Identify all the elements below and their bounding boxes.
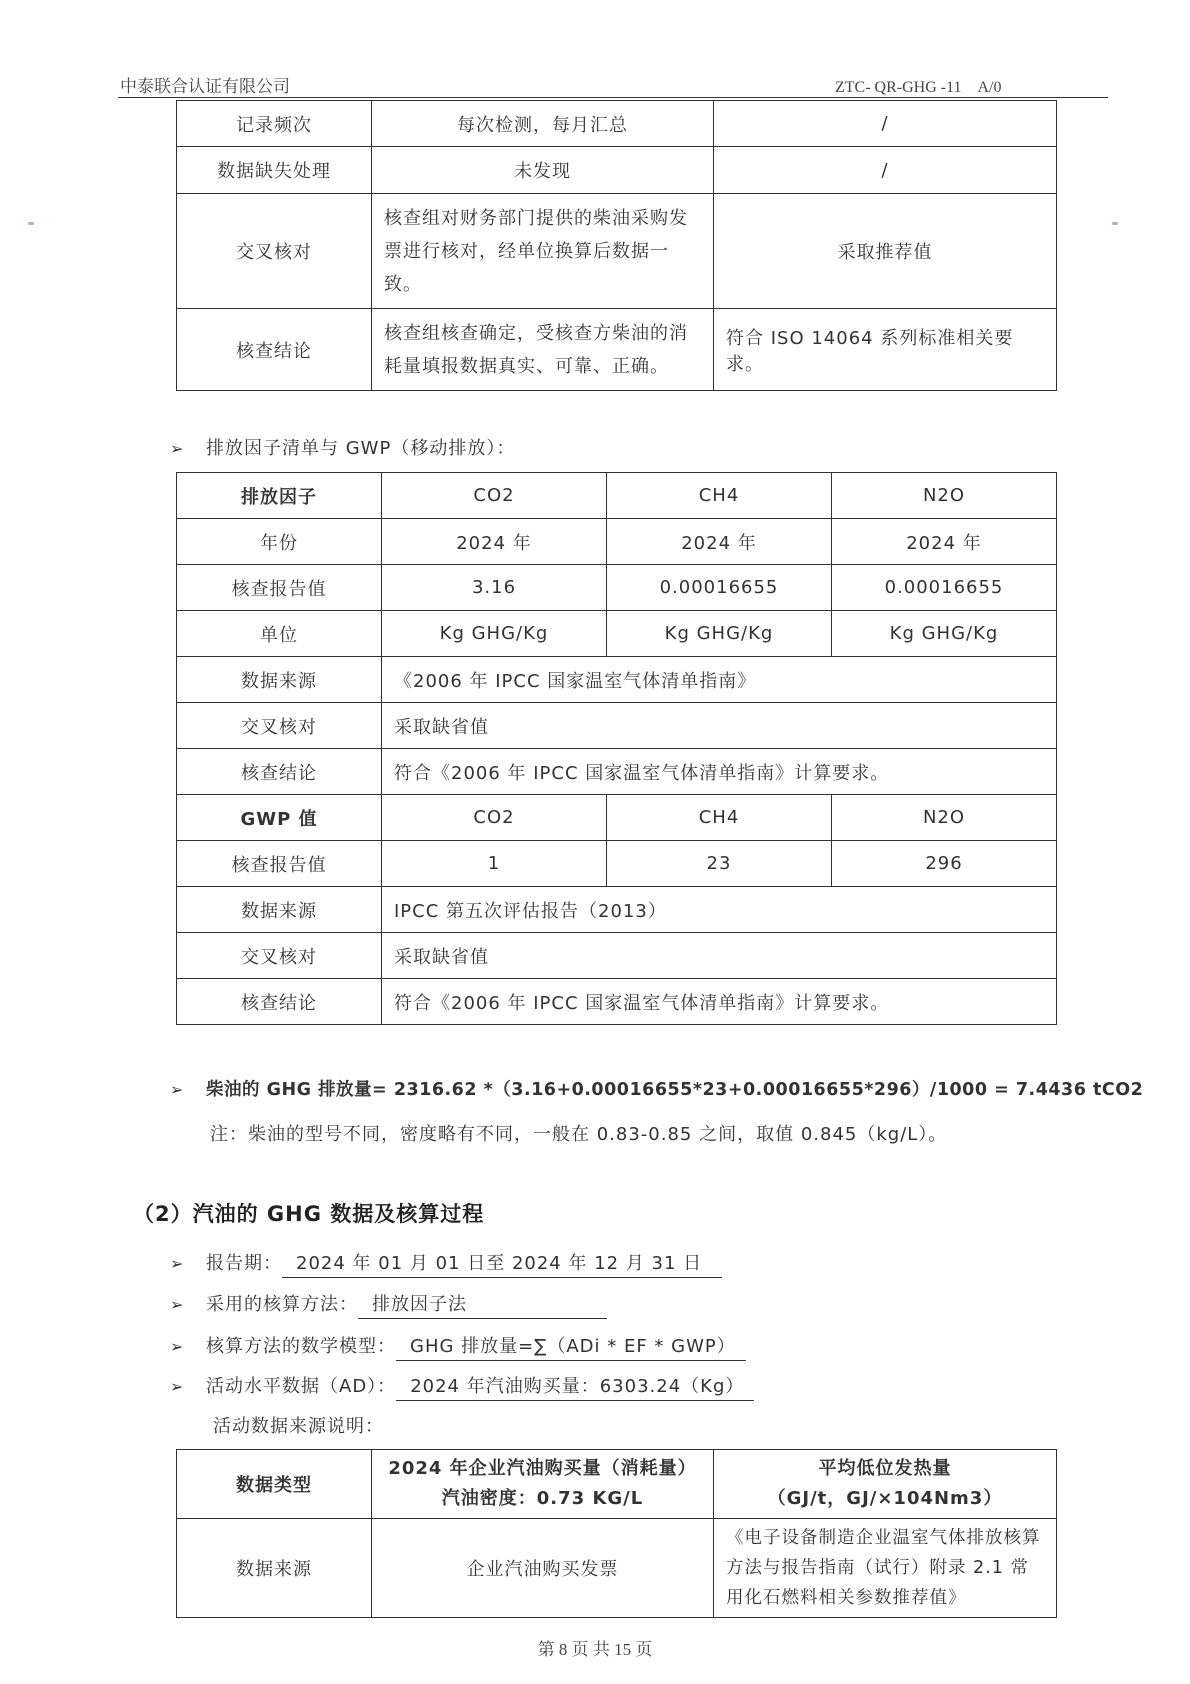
cell: Kg GHG/Kg — [607, 611, 832, 657]
row-note: / — [714, 101, 1057, 147]
diesel-result: 柴油的 GHG 排放量= 2316.62 *（3.16+0.00016655*23+0.00016655*296）/1000 = 7.4436 tCO2 — [206, 1080, 1144, 1100]
table-row — [177, 101, 1057, 147]
header-rule — [118, 97, 1108, 98]
cell: CH4 — [607, 473, 832, 519]
cell: 2024 年 — [382, 519, 607, 565]
table-row — [177, 519, 1057, 565]
header-type: 数据类型 — [177, 1450, 372, 1519]
doc-code: ZTC- QR-GHG -11 A/0 — [835, 79, 1002, 96]
header-heat-line2: （GJ/t，GJ/×104Nm3） — [767, 1488, 1003, 1509]
diesel-verify-table — [176, 100, 1057, 391]
table-row — [177, 887, 1057, 933]
cell: N2O — [832, 473, 1057, 519]
cell: 23 — [607, 841, 832, 887]
activity-data-table — [176, 1449, 1057, 1618]
row-label: 数据来源 — [177, 887, 382, 933]
cell: N2O — [832, 795, 1057, 841]
header-amount-line2: 汽油密度：0.73 KG/L — [441, 1488, 644, 1509]
emission-factor-table — [176, 472, 1057, 1025]
row-content: 每次检测，每月汇总 — [372, 101, 714, 147]
scan-mark-right — [1112, 222, 1118, 225]
ad-source-desc: 活动数据来源说明： — [213, 1416, 384, 1437]
header-amount — [372, 1450, 714, 1519]
row-label: 交叉核对 — [177, 933, 382, 979]
page-number: 第 8 页 共 15 页 — [537, 1640, 653, 1659]
row-label: 核查报告值 — [177, 841, 382, 887]
cell: Kg GHG/Kg — [382, 611, 607, 657]
arrow-bullet-icon: ➢ — [170, 1295, 185, 1314]
scan-mark-left — [28, 222, 34, 225]
table-row — [177, 611, 1057, 657]
model-line — [170, 1332, 746, 1361]
cell: 采取缺省值 — [382, 933, 1057, 979]
row-label: 核查结论 — [177, 749, 382, 795]
arrow-bullet-icon: ➢ — [170, 1337, 185, 1356]
table-row — [177, 703, 1057, 749]
cell: 采取缺省值 — [382, 703, 1057, 749]
row-label: 数据来源 — [177, 657, 382, 703]
method-value: 排放因子法 — [358, 1290, 607, 1319]
cell: 2024 年 — [832, 519, 1057, 565]
table-row — [177, 1450, 1057, 1519]
model-value: GHG 排放量=∑（ADi * EF * GWP） — [396, 1332, 746, 1361]
period-label: 报告期： — [206, 1253, 282, 1274]
table-row — [177, 933, 1057, 979]
cell: 3.16 — [382, 565, 607, 611]
table-row — [177, 1519, 1057, 1618]
row-content: 未发现 — [372, 147, 714, 194]
ef-heading-line — [170, 434, 515, 460]
cell: 0.00016655 — [832, 565, 1057, 611]
row-label: 核查结论 — [177, 309, 372, 391]
row-label: 数据缺失处理 — [177, 147, 372, 194]
row-label: 单位 — [177, 611, 382, 657]
arrow-bullet-icon: ➢ — [170, 1377, 185, 1396]
ad-label: 活动水平数据（AD）： — [206, 1376, 397, 1397]
row-label: 记录频次 — [177, 101, 372, 147]
row-content: 核查组对财务部门提供的柴油采购发票进行核对，经单位换算后数据一致。 — [372, 194, 714, 309]
table-row — [177, 194, 1057, 309]
diesel-result-line — [170, 1076, 1143, 1101]
method-label: 采用的核算方法： — [206, 1294, 358, 1315]
model-label: 核算方法的数学模型： — [206, 1336, 396, 1357]
header-heat-line1: 平均低位发热量 — [818, 1458, 952, 1479]
arrow-bullet-icon: ➢ — [170, 439, 185, 458]
header-heat — [714, 1450, 1057, 1519]
cell: 符合《2006 年 IPCC 国家温室气体清单指南》计算要求。 — [382, 979, 1057, 1025]
table-row — [177, 979, 1057, 1025]
period-line — [170, 1249, 722, 1278]
cell: 2024 年 — [607, 519, 832, 565]
cell: IPCC 第五次评估报告（2013） — [382, 887, 1057, 933]
row-content: 核查组核查确定，受核查方柴油的消耗量填报数据真实、可靠、正确。 — [372, 309, 714, 391]
row-label: 核查报告值 — [177, 565, 382, 611]
cell: CO2 — [382, 795, 607, 841]
arrow-bullet-icon: ➢ — [170, 1254, 185, 1273]
diesel-note: 注：柴油的型号不同，密度略有不同，一般在 0.83-0.85 之间，取值 0.845（kg/L）。 — [210, 1124, 948, 1145]
cell: CO2 — [382, 473, 607, 519]
ad-line — [170, 1372, 754, 1401]
method-line — [170, 1290, 607, 1319]
row-label: 交叉核对 — [177, 703, 382, 749]
row-label: GWP 值 — [177, 795, 382, 841]
row-note: / — [714, 147, 1057, 194]
ef-heading: 排放因子清单与 GWP（移动排放）： — [206, 438, 516, 459]
table-row — [177, 749, 1057, 795]
table-row — [177, 657, 1057, 703]
table-row — [177, 309, 1057, 391]
cell: Kg GHG/Kg — [832, 611, 1057, 657]
table-row — [177, 841, 1057, 887]
cell: 0.00016655 — [607, 565, 832, 611]
table-row — [177, 795, 1057, 841]
table-row — [177, 473, 1057, 519]
arrow-bullet-icon: ➢ — [170, 1080, 184, 1099]
cell: 《2006 年 IPCC 国家温室气体清单指南》 — [382, 657, 1057, 703]
row-amount: 企业汽油购买发票 — [372, 1519, 714, 1618]
company-name: 中泰联合认证有限公司 — [120, 77, 290, 97]
section-title: （2）汽油的 GHG 数据及核算过程 — [133, 1202, 485, 1226]
row-label: 年份 — [177, 519, 382, 565]
cell: CH4 — [607, 795, 832, 841]
period-value: 2024 年 01 月 01 日至 2024 年 12 月 31 日 — [282, 1249, 722, 1278]
cell: 1 — [382, 841, 607, 887]
cell: 296 — [832, 841, 1057, 887]
cell: 符合《2006 年 IPCC 国家温室气体清单指南》计算要求。 — [382, 749, 1057, 795]
row-label: 核查结论 — [177, 979, 382, 1025]
row-label: 排放因子 — [177, 473, 382, 519]
row-note: 采取推荐值 — [714, 194, 1057, 309]
table-row — [177, 565, 1057, 611]
row-note: 符合 ISO 14064 系列标准相关要求。 — [714, 309, 1057, 391]
table-row — [177, 147, 1057, 194]
row-label: 交叉核对 — [177, 194, 372, 309]
header-amount-line1: 2024 年企业汽油购买量（消耗量） — [388, 1458, 697, 1479]
row-label: 数据来源 — [177, 1519, 372, 1618]
row-heat: 《电子设备制造企业温室气体排放核算方法与报告指南（试行）附录 2.1 常用化石燃料相关参数推荐值》 — [714, 1519, 1057, 1618]
ad-value: 2024 年汽油购买量：6303.24（Kg） — [396, 1372, 754, 1401]
